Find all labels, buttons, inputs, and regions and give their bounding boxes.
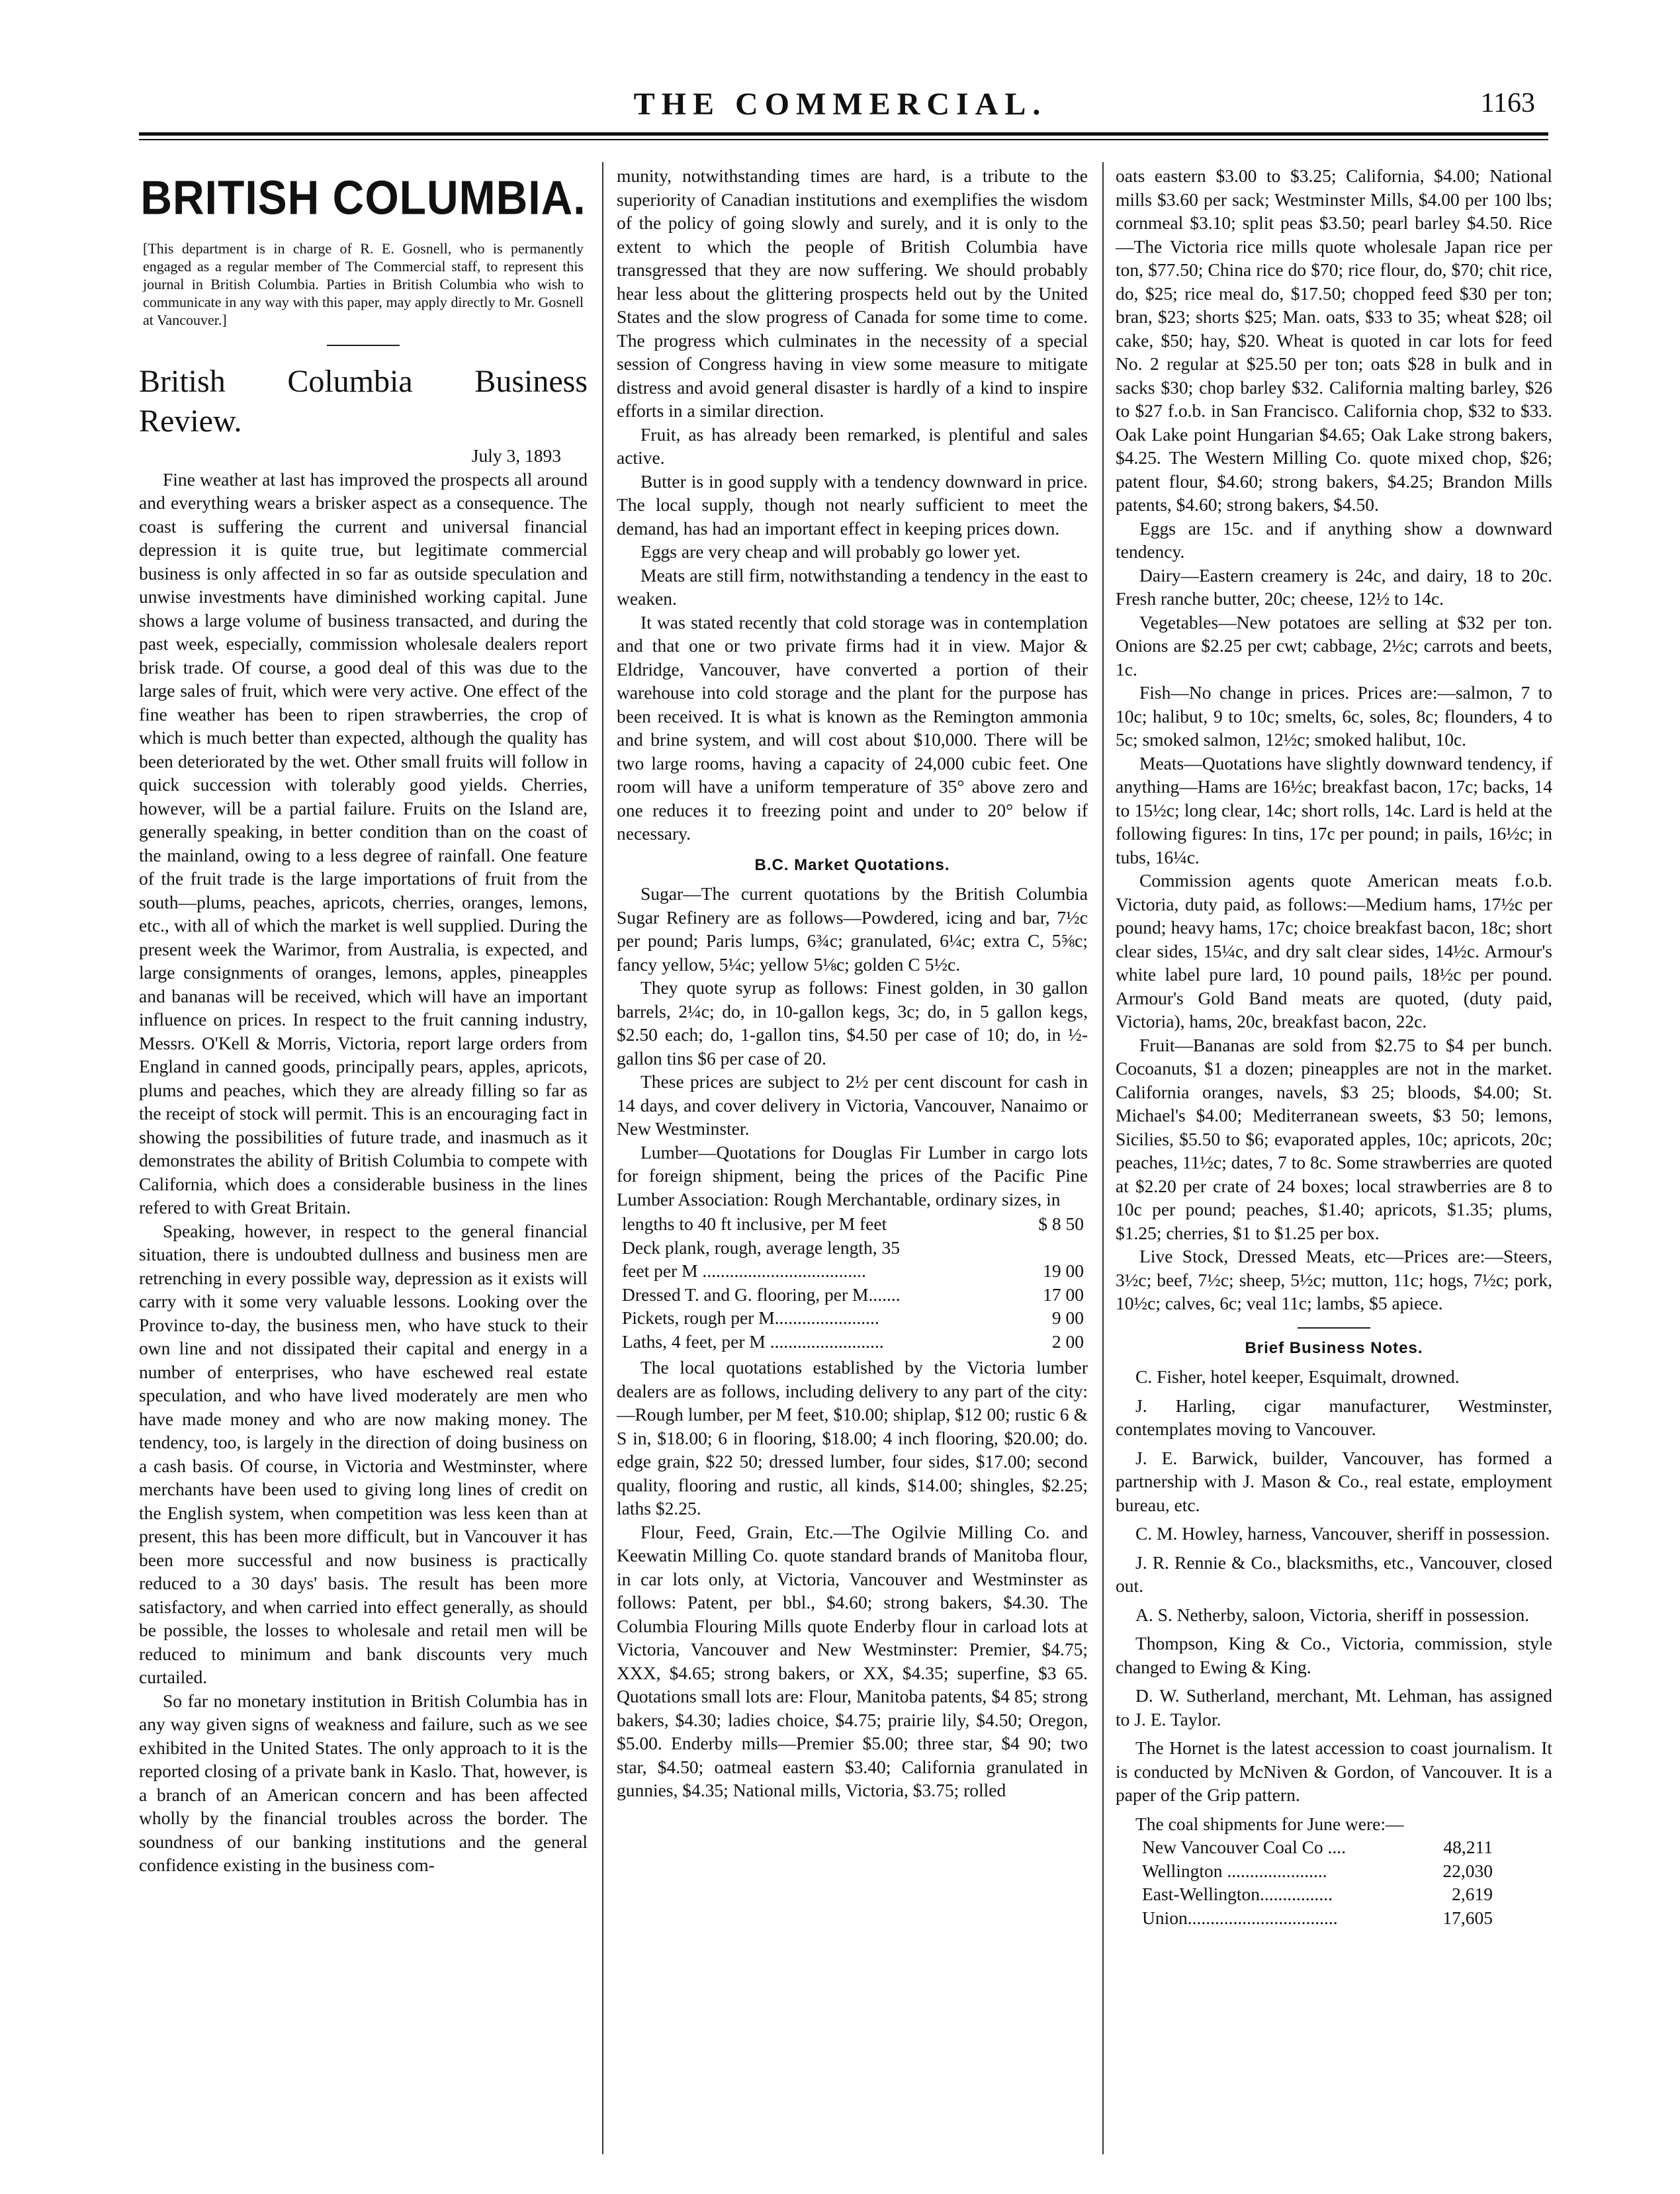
coal-table — [1116, 1835, 1552, 1929]
notes-heading: Brief Business Notes. — [1245, 1338, 1423, 1357]
table-cell-tons: 17,605 — [1442, 1907, 1493, 1928]
column-1 — [139, 164, 588, 2168]
list-item: Thompson, King & Co., Victoria, commission, style changed to Ewing & King. — [1116, 1633, 1552, 1677]
paragraph: They quote syrup as follows: Finest golden, in 30 gallon barrels, 2¼c; do, in 10-gallon kegs, 3c; do, in 5 gallon kegs, $2.50 each; do, 1-gallon tins, $4.50 per case of 10; do, in ½-gallon tins $6 per case of 20. — [617, 977, 1088, 1069]
table-cell-tons: 48,211 — [1443, 1837, 1493, 1857]
table-row — [617, 1259, 1088, 1283]
table-cell-price: 19 00 — [1043, 1260, 1084, 1281]
column-2 — [617, 164, 1088, 2168]
list-item: C. M. Howley, harness, Vancouver, sheriff in possession. — [1135, 1523, 1550, 1544]
list-item: J. R. Rennie & Co., blacksmiths, etc., Vancouver, closed out. — [1116, 1552, 1552, 1596]
column-3 — [1116, 164, 1552, 2168]
table-cell-name: Wellington ...................... — [1142, 1860, 1327, 1881]
column-divider-1 — [602, 162, 603, 2154]
table-row — [617, 1283, 1088, 1307]
table-cell-price: 17 00 — [1043, 1284, 1084, 1305]
table-row — [617, 1212, 1088, 1236]
paragraph: Eggs are 15c. and if anything show a downward tendency. — [1116, 517, 1552, 562]
paragraph: Meats—Quotations have slightly downward tendency, if anything—Hams are 16½c; breakfast bacon, 17c; backs, 14 to 15½c; long clear, 14c; short rolls, 14c. Lard is held at the following figures: In tins, 17c per pound; in pails, 16½c; in tubs, 16¼c. — [1116, 752, 1552, 867]
page-number: 1163 — [1480, 88, 1535, 118]
table-cell-item: lengths to 40 ft inclusive, per M feet — [622, 1213, 887, 1234]
paragraph: So far no monetary institution in British Columbia has in any way given signs of weakness and failure, such as we see exhibited in the United States. The only approach to it is the reported closing of a private bank in Kaslo. That, however, is a branch of an American concern and has been affected wholly by the financial troubles across the border. The soundness of our banking institutions and the general confidence existing in the business com- — [139, 1690, 588, 1875]
list-item: A. S. Netherby, saloon, Victoria, sheriff in possession. — [1135, 1604, 1530, 1625]
paragraph: Fruit, as has already been remarked, is plentiful and sales active. — [617, 423, 1088, 468]
table-cell-tons: 22,030 — [1442, 1860, 1493, 1881]
table-cell-tons: 2,619 — [1452, 1884, 1493, 1904]
table-cell-price: 2 00 — [1051, 1331, 1084, 1352]
divider — [1298, 1327, 1370, 1329]
table-cell-item: feet per M .................................... — [622, 1260, 866, 1281]
table-cell-price: $ 8 50 — [1038, 1213, 1084, 1234]
table-row — [1116, 1906, 1552, 1930]
paragraph: These prices are subject to 2½ per cent discount for cash in 14 days, and cover delivery in Victoria, Vancouver, Nanaimo or New Westminster. — [617, 1071, 1088, 1139]
paragraph: Live Stock, Dressed Meats, etc—Prices are:—Steers, 3½c; beef, 7½c; sheep, 5½c; mutton, 11c; hogs, 7½c; pork, 10½c; calves, 6c; veal 11c; lambs, $5 apiece. — [1116, 1246, 1552, 1313]
divider — [327, 345, 400, 346]
list-item: D. W. Sutherland, merchant, Mt. Lehman, has assigned to J. E. Taylor. — [1116, 1685, 1552, 1730]
quotations-heading: B.C. Market Quotations. — [754, 856, 950, 874]
paragraph: It was stated recently that cold storage was in contemplation and that one or two private firms had it in view. Major & Eldridge, Vancouver, have converted a portion of their warehouse into cold storage and the plant for the purpose has been received. It is what is known as the Remington ammonia and brine system, and will cost about $10,000. There will be two large rooms, having a capacity of 24,000 cubic feet. One room will have a uniform temperature of 35° above zero and one reduces it to freezing point and under to 20° below if necessary. — [617, 611, 1088, 844]
table-row — [617, 1330, 1088, 1354]
list-item: J. Harling, cigar manufacturer, Westminster, contemplates moving to Vancouver. — [1116, 1395, 1552, 1439]
table-cell-price: 9 00 — [1051, 1307, 1084, 1328]
paragraph: The local quotations established by the Victoria lumber dealers are as follows, including delivery to any part of the city:—Rough lumber, per M feet, $10.00; shiplap, $12 00; rustic 6 & S in, $18.00; 6 in flooring, $18.00; 4 inch flooring, $20.00; do. edge grain, $22 50; dressed lumber, four sides, $17.00; second quality, flooring and rustic, all kinds, $14.00; shingles, $2.25; laths $2.25. — [617, 1357, 1088, 1518]
section-title: BRITISH COLUMBIA. — [140, 170, 586, 224]
table-row — [1116, 1882, 1552, 1906]
paragraph: munity, notwithstanding times are hard, is a tribute to the superiority of Canadian institutions and exemplifies the wisdom of the policy of going slowly and surely, and it is only to the extent to which the people of British Columbia have transgressed that they are now suffering. We should probably hear less about the glittering prospects held out by the United States and the slow progress of Canada for some time to come. The progress which culminates in the necessity of a special session of Congress having in view some measure to mitigate distress and avoid general disaster is hardly of a kind to inspire efforts in a similar direction. — [617, 165, 1088, 421]
masthead — [139, 86, 1542, 132]
table-row — [617, 1236, 1088, 1260]
masthead-rule-thick — [139, 132, 1548, 136]
paragraph: Commission agents quote American meats f.o.b. Victoria, duty paid, as follows:—Medium hams, 17½c per pound; heavy hams, 17c; choice breakfast bacon, 18c; short clear sides, 15¼c, and dry salt clear sides, 14½c. Armour's white label pure lard, 10 pound pails, 18½c per pound. Armour's Gold Band meats are quoted, (duty paid, Victoria), hams, 20c, breakfast bacon, 22c. — [1116, 870, 1552, 1031]
paragraph: Sugar—The current quotations by the British Columbia Sugar Refinery are as follows—Powdered, icing and bar, 7½c per pound; Paris lumps, 6¾c; granulated, 6¼c; extra C, 5⅝c; fancy yellow, 5¼c; yellow 5⅛c; golden C 5½c. — [617, 883, 1088, 975]
lumber-price-table — [617, 1212, 1088, 1353]
column-divider-2 — [1102, 162, 1104, 2154]
paragraph: Fish—No change in prices. Prices are:—salmon, 7 to 10c; halibut, 9 to 10c; smelts, 6c, soles, 8c; flounders, 4 to 5c; smoked salmon, 12½c; smoked halibut, 10c. — [1116, 682, 1552, 750]
table-cell-item: Laths, 4 feet, per M ......................... — [622, 1331, 884, 1352]
table-cell-item: Deck plank, rough, average length, 35 — [622, 1237, 900, 1258]
department-note: [This department is in charge of R. E. Gosnell, who is permanently engaged as a regular member of The Commercial staff, to represent this journal in British Columbia. Parties in British Columbia who wish to communicate in any way with this paper, may apply directly to Mr. Gosnell at Vancouver.] — [143, 240, 584, 328]
table-row — [1116, 1859, 1552, 1883]
review-title: British Columbia Business Review. — [139, 364, 588, 439]
table-row — [1116, 1835, 1552, 1859]
coal-heading: The coal shipments for June were:— — [1135, 1813, 1404, 1834]
paragraph: Fine weather at last has improved the prospects all around and everything wears a brisker aspect as a consequence. The coast is suffering the current and universal financial depression it is quite true, but legitimate commercial business is only affected in so far as outside speculation and unwise investments have diminished working capital. June shows a large volume of business transacted, and during the past week, especially, commission wholesale dealers report brisk trade. Of course, a good deal of this was due to the large sales of fruit, which were very active. One effect of the fine weather has been to ripen strawberries, the crop of which is much better than expected, although the quality has been deteriorated by the wet. Other small fruits will follow in quick succession with tolerably good yields. Cherries, however, will be a partial failure. Fruits on the Island are, generally speaking, in better condition than on the coast of the mainland, owing to a less degree of rainfall. One feature of the fruit trade is the large importations of fruit from the south—plums, peaches, apricots, cherries, oranges, lemons, etc., with all of which the market is well supplied. During the present week the Warimor, from Australia, is expected, and large consignments of oranges, lemons, apples, pineapples and bananas will be received, which will have an important influence on prices. In respect to the fruit canning industry, Messrs. O'Kell & Morris, Victoria, report large orders from England in canned goods, principally pears, apples, apricots, plums and peaches, which they are already filling so far as the receipt of stock will permit. This is an encouraging fact in showing the possibilities of future trade, and inasmuch as it demonstrates the ability of British Columbia to compete with California, which does a considerable business in the lines refered to with Great Britain. — [139, 468, 588, 1217]
business-notes — [1116, 1365, 1552, 1807]
table-cell-name: New Vancouver Coal Co .... — [1142, 1837, 1347, 1857]
table-row — [617, 1306, 1088, 1330]
paragraph: oats eastern $3.00 to $3.25; California, $4.00; National mills $3.60 per sack; Westminster Mills, $4.00 per 100 lbs; cornmeal $3.10; split peas $3.50; pearl barley $4.50. Rice—The Victoria rice mills quote wholesale Japan rice per ton, $77.50; China rice do $70; rice flour, do, $70; chit rice, do, $25; rice meal do, $17.50; chopped feed $30 per ton; bran, $23; shorts $25; Man. oats, $33 to 35; wheat $28; oil cake, $50; hay, $20. Wheat is quoted in car lots for feed No. 2 regular at $25.50 per ton; oats $28 in bulk and in sacks $30; chop barley $32. California malting barley, $26 to $27 f.o.b. in San Francisco. California chop, $32 to $33. Oak Lake point Hungarian $4.65; Oak Lake strong bakers, $4.25. The Western Milling Co. quote mixed chop, $26; patent flour, $4.60; strong bakers, $4.25; Brandon Mills patents, $4.60; strong bakers, $4.50. — [1116, 165, 1552, 515]
paragraph: Fruit—Bananas are sold from $2.75 to $4 per bunch. Cocoanuts, $1 a dozen; pineapples are not in the market. California oranges, navels, $3 25; bloods, $4.00; St. Michael's $4.00; Mediterranean sweets, $3 50; lemons, Sicilies, $5.50 to $6; evaporated apples, 10c; apricots, 20c; peaches, 11½c; dates, 7 to 8c. Some strawberries are quoted at $2.20 per crate of 24 boxes; local strawberries are 8 to 10c per pound; peaches, $1.40; apricots, $1.35; plums, $1.25; cherries, $1 to $1.25 per box. — [1116, 1034, 1552, 1243]
dateline: July 3, 1893 — [471, 445, 561, 466]
list-item: C. Fisher, hotel keeper, Esquimalt, drowned. — [1135, 1366, 1460, 1387]
paragraph: Lumber—Quotations for Douglas Fir Lumber in cargo lots for foreign shipment, being the prices of the Pacific Pine Lumber Association: Rough Merchantable, ordinary sizes, in — [617, 1141, 1088, 1209]
paragraph: Eggs are very cheap and will probably go lower yet. — [641, 541, 1021, 562]
table-cell-item: Dressed T. and G. flooring, per M....... — [622, 1284, 901, 1305]
list-item: The Hornet is the latest accession to coast journalism. It is conducted by McNiven & Gordon, of Vancouver. It is a paper of the Grip pattern. — [1116, 1737, 1552, 1805]
table-cell-item: Pickets, rough per M....................... — [622, 1307, 879, 1328]
paragraph: Dairy—Eastern creamery is 24c, and dairy, 18 to 20c. Fresh ranche butter, 20c; cheese, 12½ to 14c. — [1116, 564, 1552, 609]
table-cell-name: East-Wellington................ — [1142, 1884, 1333, 1904]
list-item: J. E. Barwick, builder, Vancouver, has formed a partnership with J. Mason & Co., real estate, employment bureau, etc. — [1116, 1447, 1552, 1515]
masthead-rule-thin — [139, 139, 1548, 140]
paragraph: Speaking, however, in respect to the general financial situation, there is undoubted dullness and business men are retrenching in every possible way, depression as it exists will carry with it some very valuable lessons. Looking over the Province to-day, the business men, who have stuck to their own line and not dissipated their capital and energy in a number of enterprises, who have eschewed real estate speculation, and who have lived moderately are men who have made money and who are now making money. The tendency, too, is largely in the direction of doing business on a cash basis. Of course, in Victoria and Westminster, where merchants have been used to giving long lines of credit on the English system, when competition was less keen than at present, this has been more difficult, but in Vancouver it has been more successful and now business is practically reduced to a 30 days' basis. The result has been more satisfactory, and when carried into effect generally, as should be possible, the losses to wholesale and retail men will be reduced to minimum and bank discounts very much curtailed. — [139, 1220, 588, 1687]
paragraph: Vegetables—New potatoes are selling at $32 per ton. Onions are $2.25 per cwt; cabbage, 2½c; carrots and beets, 1c. — [1116, 611, 1552, 680]
table-cell-name: Union................................. — [1142, 1907, 1338, 1928]
paragraph: Butter is in good supply with a tendency downward in price. The local supply, though not nearly sufficient to meet the demand, has had an important effect in keeping prices down. — [617, 470, 1088, 539]
paragraph: Meats are still firm, notwithstanding a tendency in the east to weaken. — [617, 564, 1088, 609]
masthead-title: THE COMMERCIAL. — [633, 87, 1047, 122]
paragraph: Flour, Feed, Grain, Etc.—The Ogilvie Milling Co. and Keewatin Milling Co. quote standard brands of Manitoba flour, in car lots only, at Victoria, Vancouver and Westminster as follows: Patent, per bbl., $4.60; strong bakers, $4.30. The Columbia Flouring Mills quote Enderby flour in carload lots at Victoria, Vancouver and New Westminster: Premier, $4.75; XXX, $4.65; strong bakers, or XX, $4.35; superfine, $3 65. Quotations small lots are: Flour, Manitoba patents, $4 85; strong bakers, $4.30; ladies choice, $4.75; prairie lily, $4.50; Oregon, $5.00. Enderby mills—Premier $5.00; three star, $4 90; two star, $4.50; oatmeal eastern $3.40; California granulated in gunnies, $4.35; National mills, Victoria, $3.75; rolled — [617, 1521, 1088, 1800]
